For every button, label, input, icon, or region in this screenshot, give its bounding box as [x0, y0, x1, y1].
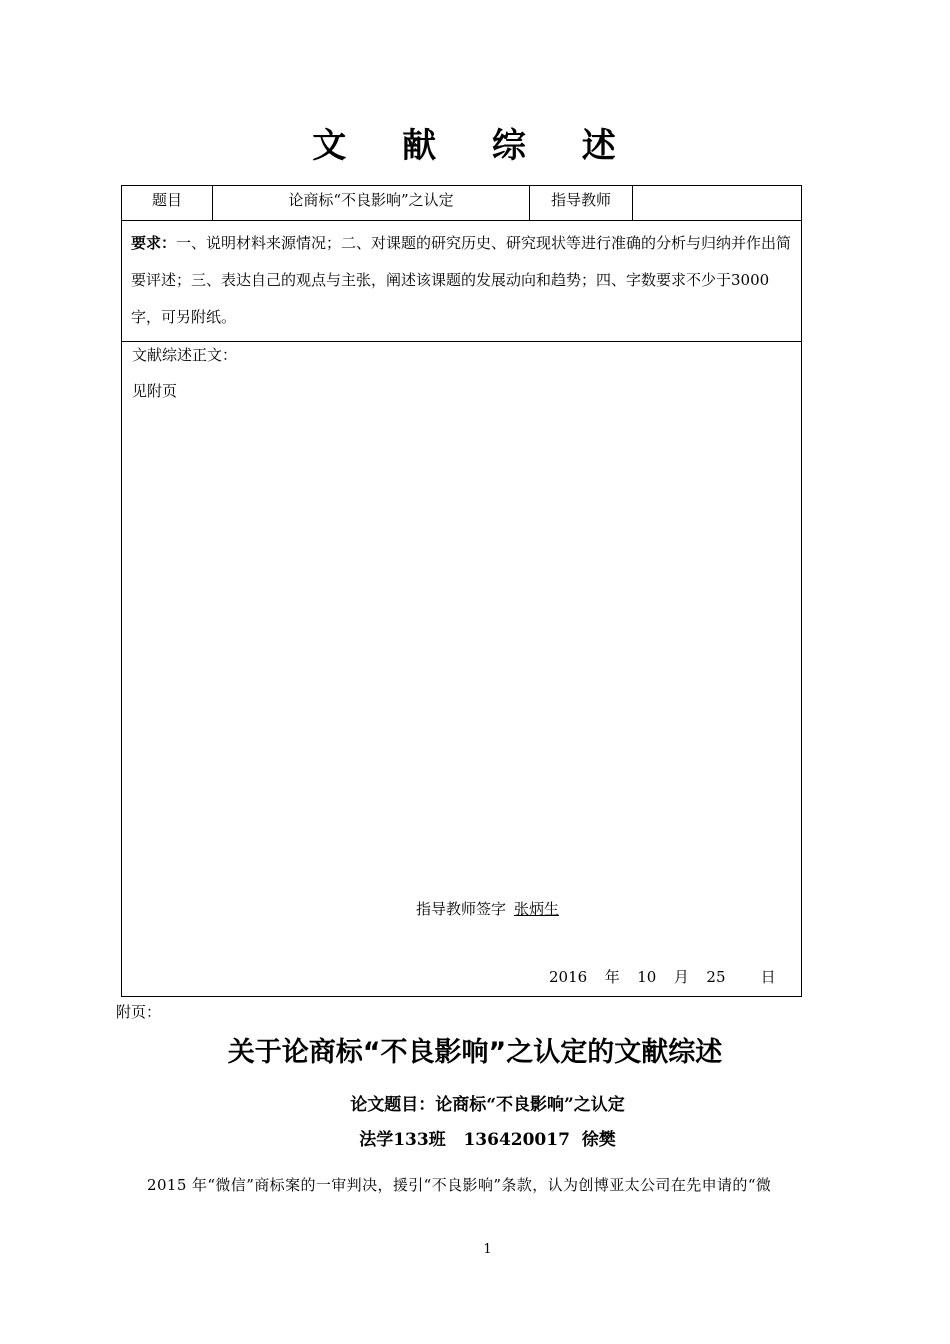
appendix-heading: 关于论商标“不良影响”之认定的文献综述: [227, 1037, 723, 1068]
advisor-label: 指导教师: [530, 186, 633, 220]
body-label: 文献综述正文：: [132, 346, 238, 364]
requirements-section: [122, 221, 801, 342]
signature-name: 张炳生: [514, 900, 560, 918]
author-line: 法学133班 136420017 徐樊: [359, 1130, 616, 1150]
review-form-table: [121, 185, 802, 997]
advisor-value: [633, 186, 801, 220]
body-paragraph: 2015 年“微信”商标案的一审判决，援引“不良影响”条款，认为创博亚太公司在先申请的“微: [147, 1176, 772, 1194]
page-number: 1: [483, 1242, 492, 1257]
appendix-label: 附页：: [116, 1003, 162, 1021]
thesis-title: 论文题目：论商标“不良影响”之认定: [350, 1095, 625, 1115]
info-row: [122, 186, 801, 221]
page-title: 文 献 综 述: [312, 126, 638, 166]
signature-line: [416, 896, 563, 922]
topic-label: 题目: [122, 186, 213, 220]
requirements-text: 一、说明材料来源情况；二、对课题的研究历史、研究现状等进行准确的分析与归纳并作出简要评述；三、表达自己的观点与主张，阐述该课题的发展动向和趋势；四、字数要求不少于3000字，可另附纸。: [131, 234, 792, 326]
topic-value: 论商标“不良影响”之认定: [213, 186, 530, 220]
signature-date: 2016 年 10 月 25 日: [549, 968, 776, 986]
body-text: 见附页: [132, 382, 178, 400]
signature-label: 指导教师签字: [416, 900, 507, 918]
requirements-label: 要求：: [131, 234, 177, 252]
